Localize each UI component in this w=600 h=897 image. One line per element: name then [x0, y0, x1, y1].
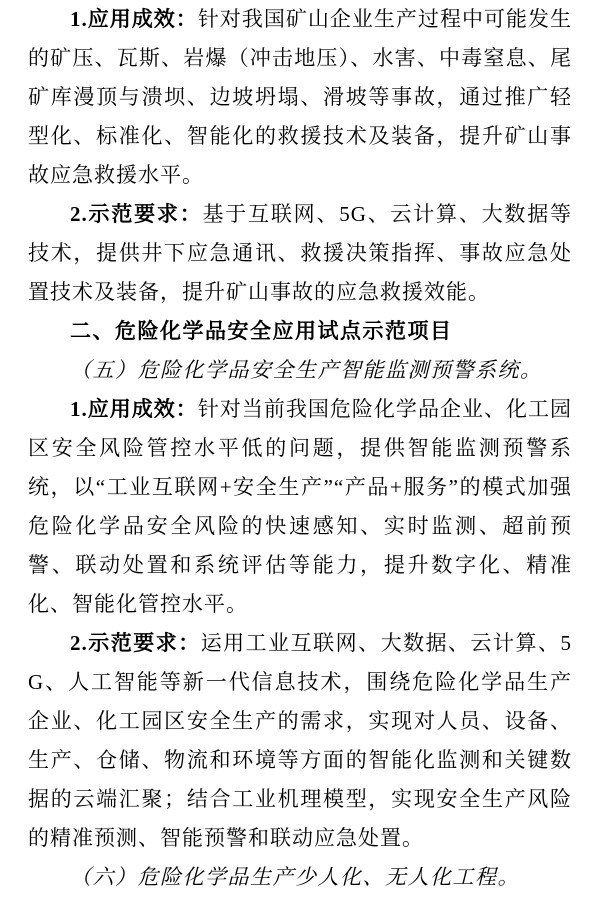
section-heading-hazchem-pilot-projects: 二、危险化学品安全应用试点示范项目	[70, 320, 453, 343]
paragraph-mining-demonstration-requirement	[28, 195, 572, 312]
paragraph-mining-application-effect	[28, 0, 572, 195]
paragraph-body-text: 基于互联网、5G、云计算、大数据等技术，提供井下应急通讯、救援决策指挥、事故应急处置技术及装备，提升矿山事故的应急救援效能。	[28, 202, 573, 304]
paragraph-body-text: 运用工业互联网、大数据、云计算、5G、人工智能等新一代信息技术，围绕危险化学品生产企业、化工园区安全生产的需求，实现对人员、设备、生产、仓储、物流和环境等方面的智能化监测和关键数据的云端汇聚；结合工业机理模型，实现安全生产风险的精准预测、智能预警和联动应急处置。	[28, 631, 573, 850]
paragraph-body-text: 针对我国矿山企业生产过程中可能发生的矿压、瓦斯、岩爆（冲击地压）、水害、中毒窒息、尾矿库漫顶与溃坝、边坡坍塌、滑坡等事故，通过推广轻型化、标准化、智能化的救援技术及装备，提升矿山事故应急救援水平。	[28, 7, 573, 187]
paragraph-hazchem-demonstration-requirement	[28, 624, 572, 858]
paragraph-lead-label: 2.示范要求：	[70, 202, 203, 226]
paragraph-lead-label: 2.示范要求：	[70, 631, 201, 655]
paragraph-body-text: 针对当前我国危险化学品企业、化工园区安全风险管控水平低的问题，提供智能监测预警系统，以“工业互联网+安全生产”“产品+服务”的模式加强危险化学品安全风险的快速感知、实时监测、超前预警、联动处置和系统评估等能力，提升数字化、精准化、智能化管控水平。	[28, 397, 573, 616]
item-title-six-less-unmanned-production: （六）危险化学品生产少人化、无人化工程。	[70, 865, 520, 889]
paragraph-lead-label: 1.应用成效：	[70, 397, 198, 421]
paragraph-lead-label: 1.应用成效：	[70, 7, 198, 31]
item-title-five-smart-monitoring-warning-system: （五）危险化学品安全生产智能监测预警系统。	[70, 358, 543, 382]
paragraph-hazchem-application-effect	[28, 390, 572, 624]
